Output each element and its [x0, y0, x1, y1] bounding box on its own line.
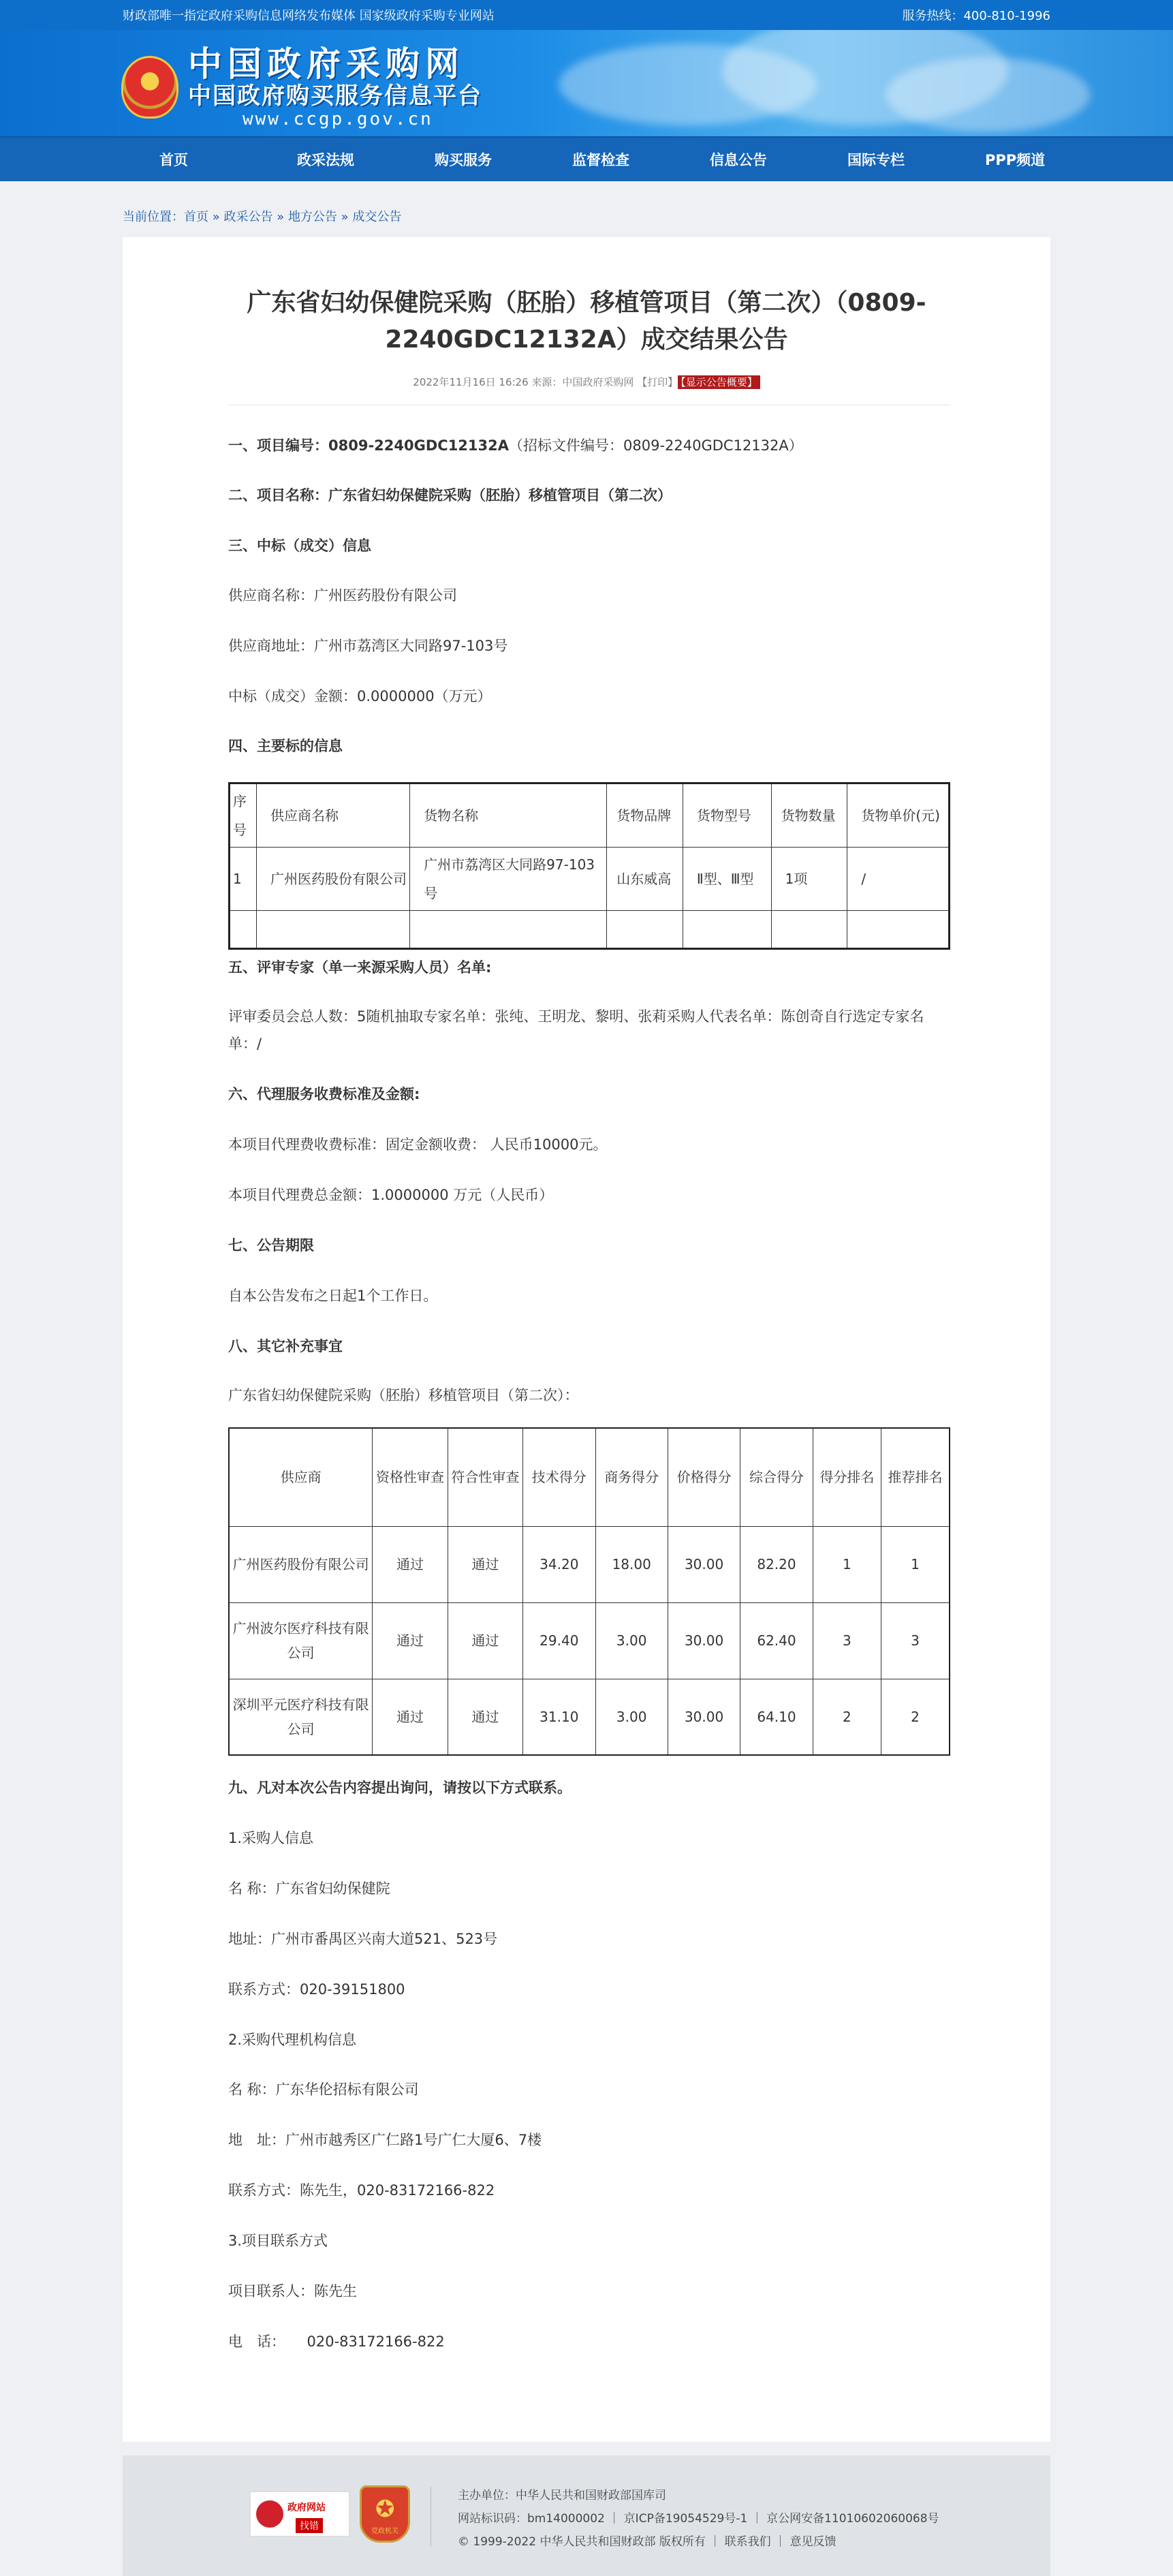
project-contact-phone: 电 话： 020-83172166-822 — [228, 2333, 445, 2350]
table-row — [230, 848, 950, 911]
table-header: 供应商名称 — [256, 783, 409, 848]
national-emblem-icon — [121, 56, 178, 119]
site-banner — [0, 30, 1173, 136]
logo-title: 中国政府采购网 — [188, 44, 465, 84]
table-header: 货物单价(元) — [847, 783, 950, 848]
table-header: 得分排名 — [813, 1428, 881, 1526]
table-cell: 山东威高 — [607, 848, 683, 911]
other-subtitle: 广东省妇幼保健院采购（胚胎）移植管项目（第二次）： — [228, 1387, 579, 1403]
table-row: 广州波尔医疗科技有限公司 通过 通过 29.40 3.00 30.00 62.40 3 3 — [229, 1602, 950, 1679]
table-header-row — [230, 783, 950, 848]
site-logo[interactable] — [121, 45, 482, 129]
table-header: 供应商 — [229, 1428, 373, 1526]
section-period: 七、公告期限 — [228, 1237, 314, 1254]
table-header: 综合得分 — [740, 1428, 813, 1526]
table-header: 货物数量 — [771, 783, 847, 848]
nav-home[interactable]: 首页 — [159, 152, 188, 168]
table-header: 价格得分 — [668, 1428, 740, 1526]
table-row: 深圳平元医疗科技有限公司 通过 通过 31.10 3.00 30.00 64.10 2 2 — [229, 1679, 950, 1755]
logo-subtitle: 中国政府购买服务信息平台 — [188, 82, 482, 110]
table-cell: 广州医药股份有限公司 — [229, 1526, 373, 1602]
service-hotline: 服务热线：400-810-1996 — [902, 9, 1050, 23]
breadcrumb-home[interactable]: 首页 — [184, 210, 208, 224]
agency-phone: 联系方式：陈先生，020-83172166-822 — [228, 2182, 495, 2199]
footer-icp: 网站标识码：bm14000002 ｜ 京ICP备19054529号-1 ｜ 京公网安备11010602060068号 — [458, 2512, 939, 2526]
experts-list: 评审委员会总人数：5随机抽取专家名单：张纯、王明龙、黎明、张莉采购人代表名单：陈创奇自行选定专家名单：/ — [228, 1008, 924, 1052]
table-header: 商务得分 — [595, 1428, 668, 1526]
table-cell: 广州波尔医疗科技有限公司 — [229, 1602, 373, 1679]
red-circle-icon — [256, 2500, 283, 2528]
section-contact: 九、凡对本次公告内容提出询问，请按以下方式联系。 — [228, 1780, 572, 1796]
table-header-row — [229, 1428, 950, 1526]
table-header: 资格性审查 — [373, 1428, 448, 1526]
article-meta — [123, 375, 1050, 389]
nav-ppp[interactable]: PPP频道 — [985, 152, 1046, 168]
nav-supervision[interactable]: 监督检查 — [572, 152, 629, 168]
logo-url: www.ccgp.gov.cn — [243, 109, 433, 129]
table-header: 序号 — [230, 783, 257, 848]
purchaser-address: 地址：广州市番禺区兴南大道521、523号 — [228, 1931, 498, 1947]
site-footer — [123, 2455, 1050, 2576]
supplier-address: 供应商地址：广州市荔湾区大同路97-103号 — [228, 638, 508, 654]
table-cell: 广州医药股份有限公司 — [256, 848, 409, 911]
table-header: 货物名称 — [410, 783, 607, 848]
section-winning-info: 三、中标（成交）信息 — [228, 538, 371, 554]
section-project-number: 一、项目编号：0809-2240GDC12132A（招标文件编号：0809-2240GDC12132A） — [228, 437, 803, 454]
breadcrumb-local[interactable]: 地方公告 — [287, 210, 337, 224]
article-date-source: 2022年11月16日 16:26 来源：中国政府采购网 【打印】 — [413, 376, 678, 388]
section-agency-fee: 六、代理服务收费标准及金额: — [228, 1086, 420, 1102]
show-summary-button[interactable]: 【显示公告概要】 — [678, 375, 760, 389]
score-table — [228, 1427, 950, 1756]
period-text: 自本公告发布之日起1个工作日。 — [228, 1288, 438, 1304]
table-cell: Ⅱ型、Ⅲ型 — [683, 848, 771, 911]
gov-site-error-badge[interactable]: 政府网站 找错 — [249, 2491, 350, 2537]
breadcrumb-deal[interactable]: 成交公告 — [352, 210, 402, 224]
table-header: 推荐排名 — [881, 1428, 950, 1526]
contact-agency-heading: 2.采购代理机构信息 — [228, 2032, 357, 2048]
article-panel — [123, 237, 1050, 2442]
footer-info — [458, 2484, 939, 2554]
contact-purchaser-heading: 1.采购人信息 — [228, 1830, 314, 1846]
table-header: 符合性审查 — [448, 1428, 522, 1526]
purchaser-phone: 联系方式：020-39151800 — [228, 1981, 405, 1998]
footer-copyright: © 1999-2022 中华人民共和国财政部 版权所有 ｜ 联系我们 ｜ 意见反馈 — [458, 2535, 836, 2549]
section-main-items: 四、主要标的信息 — [228, 738, 343, 754]
project-contact-person: 项目联系人：陈先生 — [228, 2283, 357, 2299]
table-cell: 深圳平元医疗科技有限公司 — [229, 1679, 373, 1755]
breadcrumb-announcements[interactable]: 政采公告 — [223, 210, 273, 224]
table-header: 货物品牌 — [607, 783, 683, 848]
nav-purchase-service[interactable]: 购买服务 — [435, 152, 492, 168]
main-nav — [0, 136, 1173, 181]
contact-project-heading: 3.项目联系方式 — [228, 2233, 328, 2249]
items-table — [228, 782, 950, 950]
top-bar-slogan: 财政部唯一指定政府采购信息网络发布媒体 国家级政府采购专业网站 — [123, 9, 495, 23]
top-bar — [0, 0, 1173, 30]
table-cell: 1项 — [771, 848, 847, 911]
breadcrumb: 当前位置：首页 » 政采公告 » 地方公告 » 成交公告 — [123, 210, 402, 224]
agency-name: 名 称：广东华伦招标有限公司 — [228, 2081, 419, 2098]
supplier-name: 供应商名称：广州医药股份有限公司 — [228, 587, 457, 604]
table-row-empty — [230, 911, 950, 949]
nav-regulations[interactable]: 政采法规 — [297, 152, 354, 168]
footer-host: 主办单位：中华人民共和国财政部国库司 — [458, 2489, 666, 2502]
table-cell: 广州市荔湾区大同路97-103号 — [410, 848, 607, 911]
nav-announcements[interactable]: 信息公告 — [710, 152, 767, 168]
agency-address: 地 址：广州市越秀区广仁路1号广仁大厦6、7楼 — [228, 2132, 542, 2148]
winning-amount: 中标（成交）金额：0.0000000（万元） — [228, 688, 492, 704]
section-other: 八、其它补充事宜 — [228, 1338, 343, 1354]
emblem-icon: ✪ — [375, 2496, 395, 2523]
party-gov-badge[interactable]: ✪ 党政机关 — [360, 2485, 410, 2543]
nav-international[interactable]: 国际专栏 — [847, 152, 905, 168]
table-cell: / — [847, 848, 950, 911]
breadcrumb-prefix: 当前位置： — [123, 210, 184, 224]
fee-standard: 本项目代理费收费标准：固定金额收费： 人民币10000元。 — [228, 1136, 608, 1153]
table-row: 广州医药股份有限公司 通过 通过 34.20 18.00 30.00 82.20 1 1 — [229, 1526, 950, 1602]
section-experts: 五、评审专家（单一来源采购人员）名单: — [228, 959, 492, 976]
fee-total: 本项目代理费总金额：1.0000000 万元（人民币） — [228, 1187, 554, 1203]
table-header: 货物型号 — [683, 783, 771, 848]
purchaser-name: 名 称：广东省妇幼保健院 — [228, 1880, 390, 1897]
table-header: 技术得分 — [523, 1428, 595, 1526]
table-cell: 1 — [230, 848, 257, 911]
section-project-name: 二、项目名称：广东省妇幼保健院采购（胚胎）移植管项目（第二次） — [228, 487, 672, 503]
article-title: 广东省妇幼保健院采购（胚胎）移植管项目（第二次）（0809- 2240GDC12132A）成交结果公告 — [247, 289, 926, 354]
